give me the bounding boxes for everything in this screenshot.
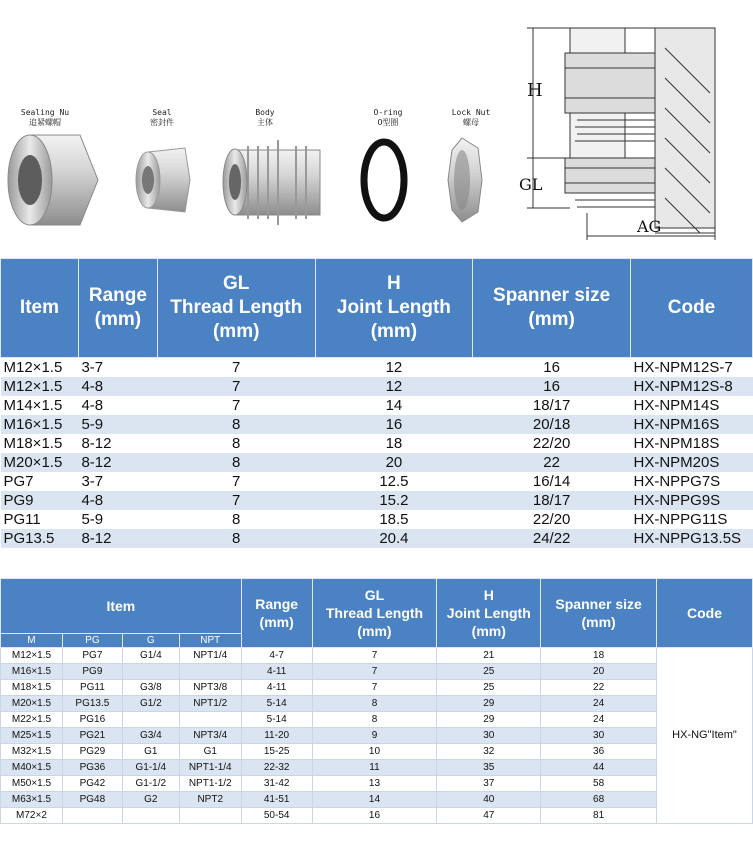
table1-row xyxy=(1,491,753,510)
table1-row xyxy=(1,358,753,378)
table1-cell: HX-NPM16S xyxy=(631,415,753,434)
table2-cell: PG21 xyxy=(62,728,122,744)
table1-cell: 8-12 xyxy=(78,434,157,453)
table1-col-header xyxy=(315,259,473,358)
table2-cell xyxy=(179,712,241,728)
table2-cell: 40 xyxy=(437,792,541,808)
table2-cell: 21 xyxy=(437,648,541,664)
table1-cell: 5-9 xyxy=(78,510,157,529)
table2-row xyxy=(1,808,753,824)
table2-body xyxy=(1,648,753,824)
spec-table-1 xyxy=(0,258,753,548)
table1-cell: 8 xyxy=(157,529,315,548)
table1-col-header xyxy=(157,259,315,358)
table2-cell: G1/4 xyxy=(122,648,179,664)
table2-cell: 29 xyxy=(437,712,541,728)
table1-cell: 22/20 xyxy=(473,434,631,453)
table2-cell: 4-7 xyxy=(241,648,312,664)
table2-cell: M22×1.5 xyxy=(1,712,63,728)
table2-header-text: (mm) xyxy=(259,614,294,630)
table2-cell: 11 xyxy=(312,760,437,776)
table2-cell: 31-42 xyxy=(241,776,312,792)
table2-cell: G1/2 xyxy=(122,696,179,712)
o-ring-icon xyxy=(364,142,404,218)
table1-col-header xyxy=(473,259,631,358)
table2-cell: 35 xyxy=(437,760,541,776)
table1-cell: 4-8 xyxy=(78,396,157,415)
table2-header-row xyxy=(1,579,753,634)
table1-row xyxy=(1,472,753,491)
table1-cell: 7 xyxy=(157,472,315,491)
table1-cell: HX-NPM12S-8 xyxy=(631,377,753,396)
table2-cell: 18 xyxy=(541,648,657,664)
table2-cell: M32×1.5 xyxy=(1,744,63,760)
table2-row xyxy=(1,792,753,808)
table2-row xyxy=(1,664,753,680)
table2-cell: G1 xyxy=(122,744,179,760)
table1-cell: 8 xyxy=(157,434,315,453)
table2-cell: 8 xyxy=(312,696,437,712)
table2-cell: 37 xyxy=(437,776,541,792)
table2-cell: PG11 xyxy=(62,680,122,696)
table2-header-text: GL xyxy=(364,587,385,603)
table2-cell: 7 xyxy=(312,664,437,680)
table1-cell: PG11 xyxy=(1,510,79,529)
table2-cell: 50-54 xyxy=(241,808,312,824)
table1-cell: 7 xyxy=(157,358,315,378)
table1-cell: 7 xyxy=(157,377,315,396)
table1-header-text: Joint Length xyxy=(336,297,451,318)
table1-row xyxy=(1,453,753,472)
table1-cell: 8 xyxy=(157,510,315,529)
table1-cell: 18/17 xyxy=(473,491,631,510)
body-icon xyxy=(223,140,320,225)
table2-row xyxy=(1,776,753,792)
table2-cell xyxy=(62,808,122,824)
table1-row xyxy=(1,377,753,396)
table2-cell: M25×1.5 xyxy=(1,728,63,744)
table1-cell: 8-12 xyxy=(78,529,157,548)
table1-cell: 7 xyxy=(157,396,315,415)
table2-cell: PG7 xyxy=(62,648,122,664)
table1-cell: 20/18 xyxy=(473,415,631,434)
table1-cell: 8 xyxy=(157,453,315,472)
table2-cell: 5-14 xyxy=(241,712,312,728)
table2-subheader: G xyxy=(122,634,179,648)
table2-cell xyxy=(179,664,241,680)
table1-cell: 12 xyxy=(315,358,473,378)
table2-cell: G3/8 xyxy=(122,680,179,696)
table2-cell: NPT1/2 xyxy=(179,696,241,712)
dimension-drawing xyxy=(515,8,745,248)
part-label-lock-nut: Lock Nut 螺母 xyxy=(451,108,491,127)
table2-header-text: Range xyxy=(255,596,299,612)
ag-dimension-label: AG xyxy=(637,217,662,236)
table2-col-header xyxy=(312,579,437,648)
table1-col-header xyxy=(78,259,157,358)
table1-cell: M12×1.5 xyxy=(1,377,79,396)
table2-cell: 81 xyxy=(541,808,657,824)
table1-cell: 14 xyxy=(315,396,473,415)
table2-cell: 68 xyxy=(541,792,657,808)
table2-cell: G1-1/4 xyxy=(122,760,179,776)
table2-cell: M20×1.5 xyxy=(1,696,63,712)
table2-cell: 7 xyxy=(312,680,437,696)
table2-code-cell: HX-NG"Item" xyxy=(657,648,753,824)
table2-cell: 58 xyxy=(541,776,657,792)
table2-cell: G2 xyxy=(122,792,179,808)
table2-cell: M50×1.5 xyxy=(1,776,63,792)
table2-row xyxy=(1,712,753,728)
table1-cell: 12 xyxy=(315,377,473,396)
table2-row xyxy=(1,760,753,776)
table2-cell: 29 xyxy=(437,696,541,712)
table1-cell: 3-7 xyxy=(78,472,157,491)
table2-cell: PG29 xyxy=(62,744,122,760)
table2-cell: 30 xyxy=(541,728,657,744)
table1-header-row xyxy=(1,259,753,358)
table2-row xyxy=(1,744,753,760)
table2-subheader: PG xyxy=(62,634,122,648)
lock-nut-icon xyxy=(448,138,482,222)
part-label-body: Body 主体 xyxy=(255,108,275,127)
table1-cell: 16 xyxy=(473,377,631,396)
table2-cell: M16×1.5 xyxy=(1,664,63,680)
gl-dimension-label: GL xyxy=(519,175,543,194)
table1-cell: 16/14 xyxy=(473,472,631,491)
sealing-nut-icon xyxy=(8,135,98,225)
table1-cell: 15.2 xyxy=(315,491,473,510)
table2-cell: 24 xyxy=(541,696,657,712)
table1-cell: HX-NPM12S-7 xyxy=(631,358,753,378)
table1-cell: 12.5 xyxy=(315,472,473,491)
table1-cell: M16×1.5 xyxy=(1,415,79,434)
table2-cell: PG9 xyxy=(62,664,122,680)
table1-header-text: (mm) xyxy=(370,321,418,342)
table1-cell: PG7 xyxy=(1,472,79,491)
table1-cell: HX-NPM14S xyxy=(631,396,753,415)
table2-row xyxy=(1,648,753,664)
table1-header-text: Code xyxy=(667,297,716,318)
table2-row xyxy=(1,728,753,744)
table1-cell: M20×1.5 xyxy=(1,453,79,472)
table1-cell: 7 xyxy=(157,491,315,510)
table2-cell: 9 xyxy=(312,728,437,744)
table1-header-text: (mm) xyxy=(528,309,575,330)
table1-cell: HX-NPPG7S xyxy=(631,472,753,491)
product-illustration xyxy=(0,0,753,258)
table2-cell: M40×1.5 xyxy=(1,760,63,776)
table2-cell: 10 xyxy=(312,744,437,760)
table2-cell: 24 xyxy=(541,712,657,728)
table1-cell: M14×1.5 xyxy=(1,396,79,415)
table1-cell: HX-NPM20S xyxy=(631,453,753,472)
table1-cell: PG9 xyxy=(1,491,79,510)
table2-cell: M72×2 xyxy=(1,808,63,824)
table1-cell: 22 xyxy=(473,453,631,472)
table2-cell: 11-20 xyxy=(241,728,312,744)
table2-cell: 16 xyxy=(312,808,437,824)
table1-cell: 4-8 xyxy=(78,377,157,396)
table2-cell: 4-11 xyxy=(241,664,312,680)
table2-header-text: (mm) xyxy=(581,614,616,630)
part-label-sealing-nut: Sealing Nu 追紧螺帽 xyxy=(20,108,70,127)
table2-header-text: Code xyxy=(687,605,722,621)
table1-row xyxy=(1,396,753,415)
table2-subheader: M xyxy=(1,634,63,648)
table2-subheader: NPT xyxy=(179,634,241,648)
table2-cell: 22-32 xyxy=(241,760,312,776)
table1-cell: 18/17 xyxy=(473,396,631,415)
table1-cell: 18 xyxy=(315,434,473,453)
table2-cell: PG48 xyxy=(62,792,122,808)
table2-header-text: Joint Length xyxy=(446,605,531,621)
table1-cell: 16 xyxy=(473,358,631,378)
table2-cell: 30 xyxy=(437,728,541,744)
spec-table-2 xyxy=(0,578,753,824)
table2-header-text: Thread Length xyxy=(325,605,424,621)
seal-icon xyxy=(136,148,190,212)
table2-header-text: (mm) xyxy=(471,623,506,639)
table2-cell: 41-51 xyxy=(241,792,312,808)
table1-cell: HX-NPM18S xyxy=(631,434,753,453)
table2-cell: 25 xyxy=(437,680,541,696)
table2-cell: NPT2 xyxy=(179,792,241,808)
table2-col-header xyxy=(657,579,753,648)
table1-cell: 20.4 xyxy=(315,529,473,548)
table2-cell: 8 xyxy=(312,712,437,728)
table2-cell: 47 xyxy=(437,808,541,824)
table1-header-text: Item xyxy=(19,297,59,318)
table2-cell: 7 xyxy=(312,648,437,664)
table2-cell: G1-1/2 xyxy=(122,776,179,792)
table1-cell: HX-NPPG13.5S xyxy=(631,529,753,548)
table1-cell: 24/22 xyxy=(473,529,631,548)
table1-header-text: (mm) xyxy=(212,321,260,342)
table2-cell: 4-11 xyxy=(241,680,312,696)
table2-header-text: H xyxy=(483,587,494,603)
table1-cell: 4-8 xyxy=(78,491,157,510)
table1-cell: PG13.5 xyxy=(1,529,79,548)
table1-header-text: GL xyxy=(223,273,250,294)
table1-header-text: Range xyxy=(88,285,147,306)
table2-cell: 44 xyxy=(541,760,657,776)
table1-cell: 18.5 xyxy=(315,510,473,529)
table1-cell: M18×1.5 xyxy=(1,434,79,453)
table2-cell: PG16 xyxy=(62,712,122,728)
table2-col-header xyxy=(541,579,657,648)
table2-item-header: Item xyxy=(1,579,242,634)
table2-cell: PG42 xyxy=(62,776,122,792)
table2-cell xyxy=(122,664,179,680)
table2-cell: NPT3/4 xyxy=(179,728,241,744)
table1-cell: 5-9 xyxy=(78,415,157,434)
table1-cell: 16 xyxy=(315,415,473,434)
table2-row xyxy=(1,696,753,712)
table2-cell: 15-25 xyxy=(241,744,312,760)
table1-cell: HX-NPPG11S xyxy=(631,510,753,529)
table2-cell: G3/4 xyxy=(122,728,179,744)
parts-exploded-view xyxy=(0,120,520,250)
table2-col-header xyxy=(437,579,541,648)
table2-cell: 20 xyxy=(541,664,657,680)
table2-cell: M18×1.5 xyxy=(1,680,63,696)
table2-cell: M12×1.5 xyxy=(1,648,63,664)
h-dimension-label: H xyxy=(527,80,543,101)
table2-cell: 36 xyxy=(541,744,657,760)
table2-cell xyxy=(179,808,241,824)
table2-cell xyxy=(122,808,179,824)
table2-cell: 32 xyxy=(437,744,541,760)
table1-cell: HX-NPPG9S xyxy=(631,491,753,510)
table2-cell xyxy=(122,712,179,728)
table2-header-text: Spanner size xyxy=(555,596,642,612)
table1-cell: 3-7 xyxy=(78,358,157,378)
table1-body xyxy=(1,358,753,549)
table1-header-text: Spanner size xyxy=(493,285,611,306)
table2-cell: 14 xyxy=(312,792,437,808)
table2-cell: PG13.5 xyxy=(62,696,122,712)
table1-header-text: Thread Length xyxy=(170,297,303,318)
table1-header-text: (mm) xyxy=(94,309,142,330)
table2-cell: NPT1-1/4 xyxy=(179,760,241,776)
table1-cell: 20 xyxy=(315,453,473,472)
table1-cell: 8 xyxy=(157,415,315,434)
table2-cell: 22 xyxy=(541,680,657,696)
table2-cell: 13 xyxy=(312,776,437,792)
table2-cell: G1 xyxy=(179,744,241,760)
table2-header-text: (mm) xyxy=(357,623,392,639)
table1-col-header xyxy=(631,259,753,358)
table2-cell: 5-14 xyxy=(241,696,312,712)
table1-header-text: H xyxy=(387,273,401,294)
table1-row xyxy=(1,529,753,548)
table1-cell: 8-12 xyxy=(78,453,157,472)
table1-col-header xyxy=(1,259,79,358)
part-label-o-ring: O-ring O型圈 xyxy=(373,108,403,127)
table2-col-header xyxy=(241,579,312,648)
table1-cell: M12×1.5 xyxy=(1,358,79,378)
table2-cell: PG36 xyxy=(62,760,122,776)
table2-cell: NPT1-1/2 xyxy=(179,776,241,792)
table2-row xyxy=(1,680,753,696)
table2-cell: M63×1.5 xyxy=(1,792,63,808)
table1-row xyxy=(1,415,753,434)
table2-cell: NPT3/8 xyxy=(179,680,241,696)
table1-cell: 22/20 xyxy=(473,510,631,529)
table2-cell: 25 xyxy=(437,664,541,680)
table1-row xyxy=(1,510,753,529)
table2-cell: NPT1/4 xyxy=(179,648,241,664)
part-label-seal: Seal 密封件 xyxy=(150,108,174,127)
table1-row xyxy=(1,434,753,453)
